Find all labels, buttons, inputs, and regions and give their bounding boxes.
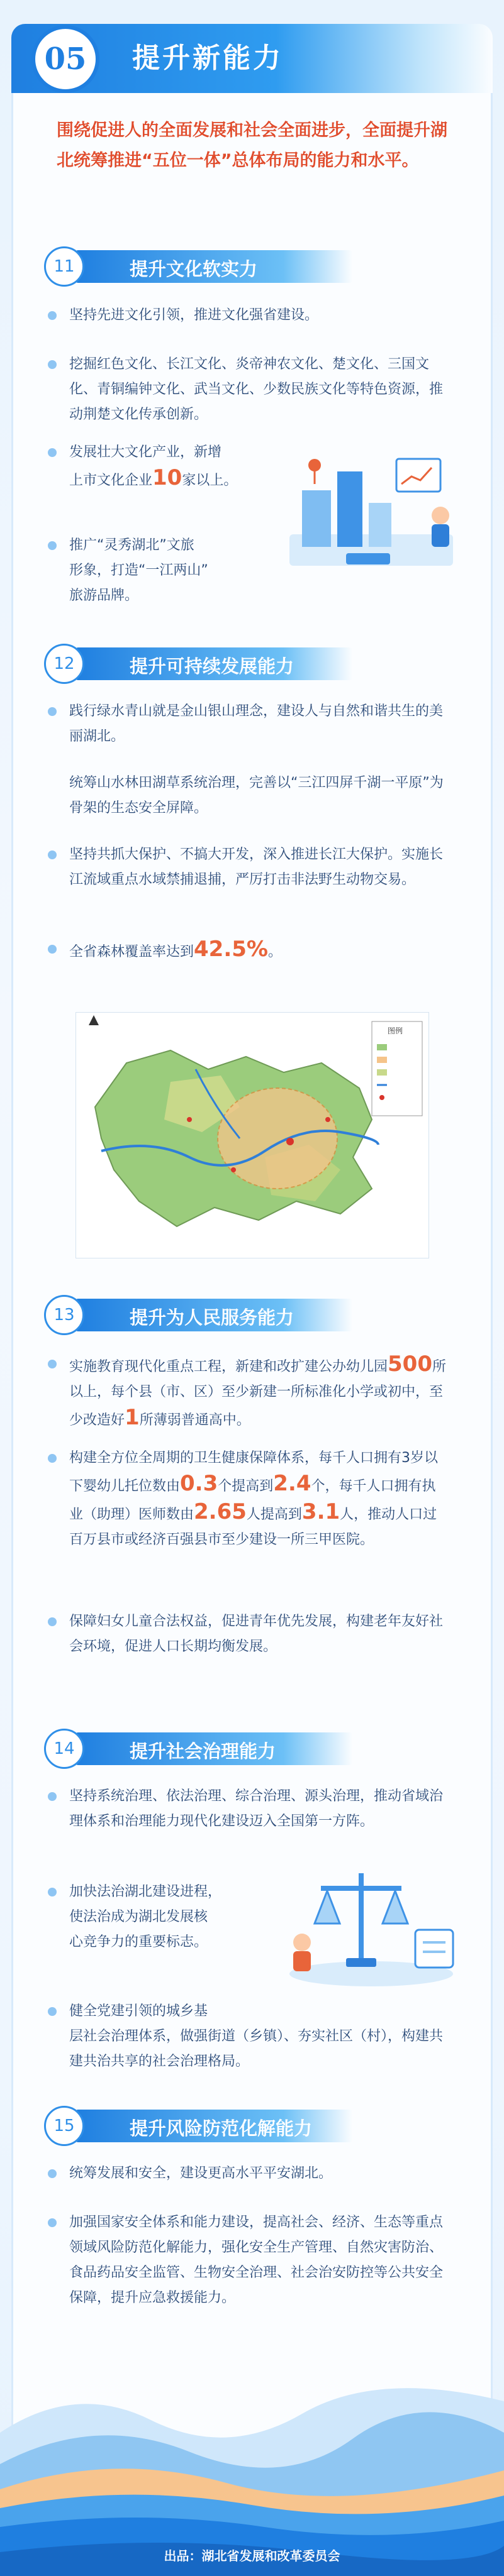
page-title: 提升新能力 bbox=[132, 42, 283, 74]
list-item: 加快法治湖北建设进程， 使法治成为湖北发展核 心竞争力的重要标志。 bbox=[69, 1880, 258, 1955]
bullet-icon bbox=[48, 541, 57, 550]
ecological-map bbox=[76, 1012, 429, 1258]
hubei-map-graphic bbox=[76, 1013, 428, 1258]
bullet-icon bbox=[48, 2218, 57, 2227]
section-title: 提升风险防范化解能力 bbox=[130, 2118, 313, 2139]
section-12-header bbox=[44, 644, 371, 684]
section-number: 12 bbox=[44, 644, 84, 684]
bullet-icon bbox=[48, 2007, 57, 2016]
list-item: 全省森林覆盖率达到42.5%。 bbox=[69, 937, 447, 965]
bullet-icon bbox=[48, 1617, 57, 1626]
bullet-icon bbox=[48, 1454, 57, 1463]
section-title: 提升可持续发展能力 bbox=[130, 656, 294, 677]
highlight-number: 42.5% bbox=[194, 937, 268, 962]
section-15-header bbox=[44, 2106, 371, 2146]
chapter-badge bbox=[31, 25, 99, 93]
section-13-header bbox=[44, 1295, 371, 1335]
source-credit: 出品：湖北省发展和改革委员会 bbox=[164, 2548, 340, 2563]
bullet-icon bbox=[48, 1792, 57, 1801]
list-item: 加强国家安全体系和能力建设，提高社会、经济、生态等重点领域风险防范化解能力，强化安全生产管理、自然灾害防治、食品药品安全监管、生物安全治理、社会治安防控等公共安全保障，提升应急救援能力。 bbox=[69, 2210, 447, 2311]
section-number: 11 bbox=[44, 246, 84, 287]
section-title: 提升文化软实力 bbox=[130, 258, 258, 280]
bullet-icon bbox=[48, 448, 57, 457]
section-number: 13 bbox=[44, 1295, 84, 1335]
list-item: 坚持共抓大保护、不搞大开发，深入推进长江大保护。实施长江流域重点水域禁捕退捕，严厉打击非法野生动物交易。 bbox=[69, 842, 447, 893]
section-number: 14 bbox=[44, 1729, 84, 1769]
list-item: 构建全方位全周期的卫生健康保障体系，每千人口拥有3岁以下婴幼儿托位数由0.3个提高到2.4个，每千人口拥有执业（助理）医师数由2.65人提高到3.1人，推动人口过百万县市或经济百强县市至少建设一所三甲医院。 bbox=[69, 1446, 447, 1553]
highlight-number: 1 bbox=[125, 1405, 140, 1430]
chapter-number: 05 bbox=[44, 41, 87, 77]
highlight-number: 2.4 bbox=[273, 1471, 311, 1496]
highlight-number: 500 bbox=[388, 1351, 432, 1377]
landscape-decoration bbox=[0, 2345, 504, 2576]
section-14-header bbox=[44, 1729, 371, 1769]
culture-industry-illustration bbox=[277, 440, 472, 585]
bullet-icon bbox=[48, 1888, 57, 1896]
bullet-icon bbox=[48, 1360, 57, 1368]
list-item: 保障妇女儿童合法权益，促进青年优先发展，构建老年友好社会环境，促进人口长期均衡发展。 bbox=[69, 1609, 447, 1660]
bullet-icon bbox=[48, 360, 57, 369]
list-item: 实施教育现代化重点工程，新建和改扩建公办幼儿园500所以上，每个县（市、区）至少新建一所标准化小学或初中，至少改造好1所薄弱普通高中。 bbox=[69, 1351, 447, 1433]
list-item: 健全党建引领的城乡基 层社会治理体系，做强街道（乡镇）、夯实社区（村），构建共建共治共享的社会治理格局。 bbox=[69, 1999, 447, 2074]
map-legend-title: 图例 bbox=[388, 1027, 403, 1035]
bullet-icon bbox=[48, 311, 57, 320]
section-number: 15 bbox=[44, 2106, 84, 2146]
bullet-icon bbox=[48, 850, 57, 859]
list-item: 坚持先进文化引领，推进文化强省建设。 bbox=[69, 303, 447, 328]
bullet-icon bbox=[48, 945, 57, 954]
highlight-number: 10 bbox=[152, 465, 182, 490]
list-item: 挖掘红色文化、长江文化、炎帝神农文化、楚文化、三国文化、青铜编钟文化、武当文化、少数民族文化等特色资源，推动荆楚文化传承创新。 bbox=[69, 352, 447, 427]
bullet-icon bbox=[48, 707, 57, 716]
rule-of-law-illustration bbox=[277, 1861, 466, 1993]
section-title: 提升社会治理能力 bbox=[130, 1741, 276, 1762]
list-item: 发展壮大文化产业，新增 上市文化企业10家以上。 bbox=[69, 440, 258, 493]
list-item: 坚持系统治理、依法治理、综合治理、源头治理，推动省域治理体系和治理能力现代化建设迈入全国第一方阵。 bbox=[69, 1784, 447, 1834]
section-title: 提升为人民服务能力 bbox=[130, 1307, 294, 1328]
intro-text: 围绕促进人的全面发展和社会全面进步，全面提升湖北统筹推进“五位一体”总体布局的能力和水平。 bbox=[57, 121, 447, 170]
list-item: 推广“灵秀湖北”文旅 形象，打造“一江两山” 旅游品牌。 bbox=[69, 533, 258, 608]
highlight-number: 2.65 bbox=[194, 1499, 247, 1524]
section-11-header bbox=[44, 246, 371, 287]
highlight-number: 0.3 bbox=[180, 1471, 218, 1496]
bullet-icon bbox=[48, 2169, 57, 2178]
list-item: 统筹山水林田湖草系统治理，完善以“三江四屏千湖一平原”为骨架的生态安全屏障。 bbox=[69, 775, 444, 816]
list-item: 践行绿水青山就是金山银山理念，建设人与自然和谐共生的美丽湖北。 bbox=[69, 699, 447, 749]
list-item: 统筹发展和安全，建设更高水平平安湖北。 bbox=[69, 2161, 447, 2186]
highlight-number: 3.1 bbox=[301, 1499, 340, 1524]
